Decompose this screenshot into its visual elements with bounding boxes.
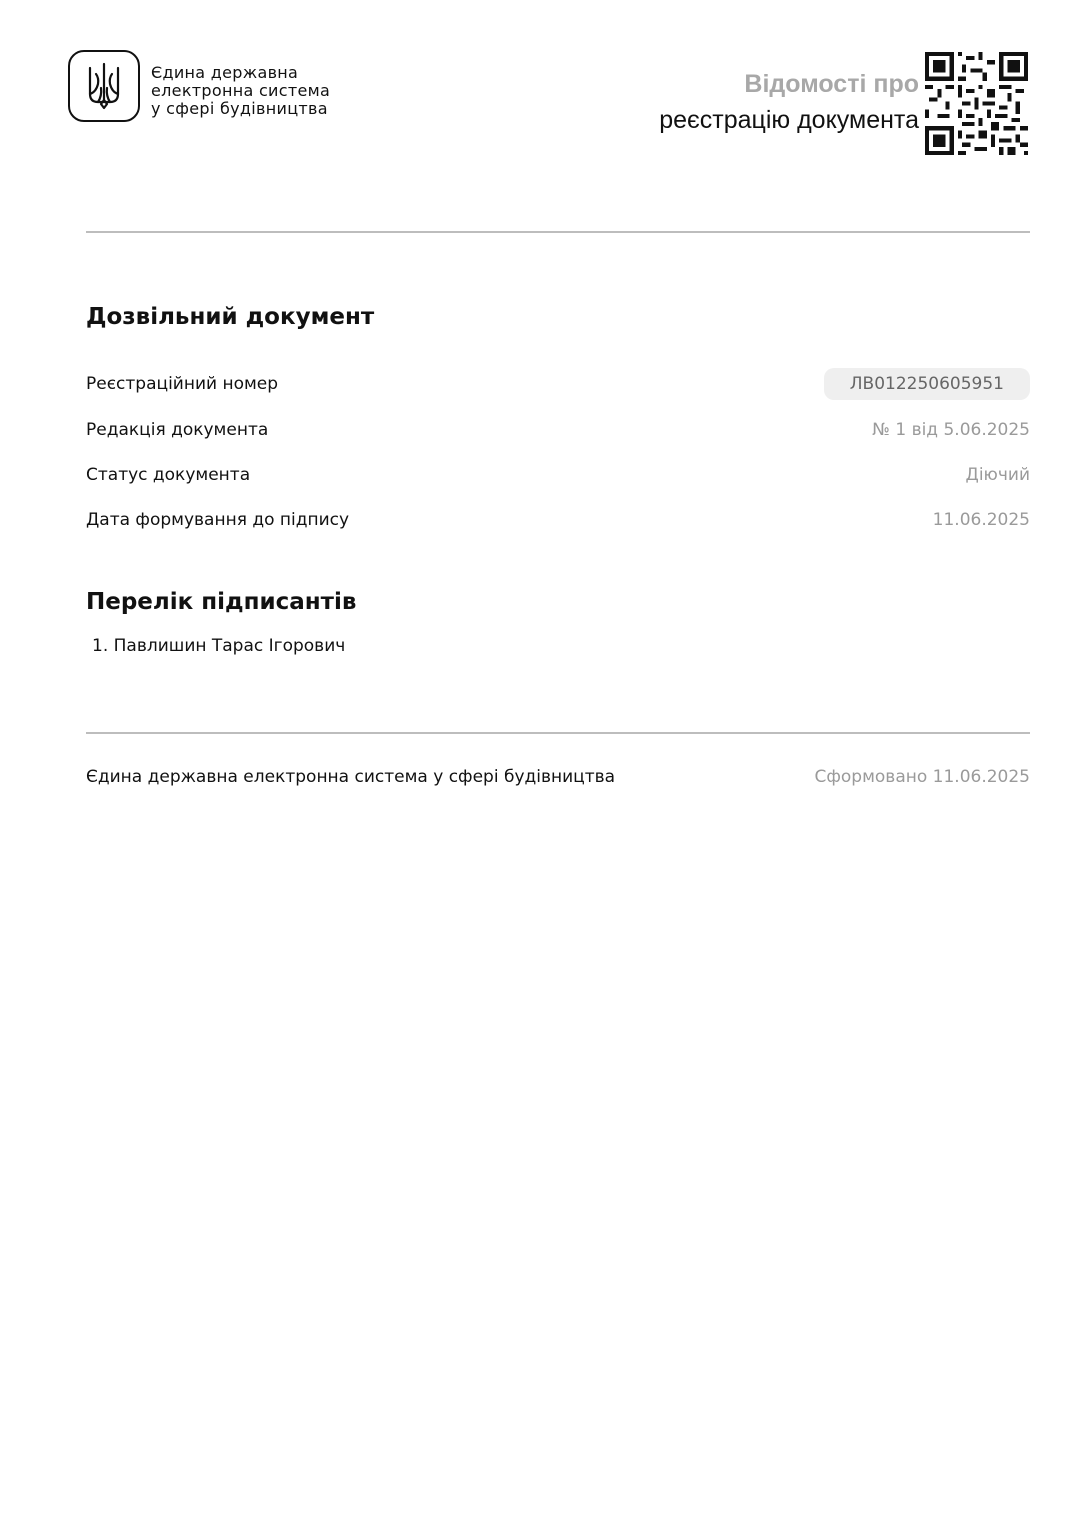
registration-number-badge: ЛВ012250605951 [824, 368, 1030, 400]
field-row [86, 369, 1030, 399]
field-label: Редакція документа [86, 420, 269, 440]
tryzub-icon [84, 60, 124, 112]
status-value: Діючий [965, 465, 1030, 485]
field-label: Реєстраційний номер [86, 374, 279, 394]
field-row [86, 460, 1030, 490]
title-line-2: реєстрацію документа [659, 106, 919, 134]
logo-line: електронна система [151, 81, 331, 100]
logo-emblem [68, 50, 140, 122]
field-row [86, 505, 1030, 535]
list-item: 1. Павлишин Тарас Ігорович [92, 636, 346, 656]
logo-line: Єдина державна [151, 63, 299, 82]
field-label: Статус документа [86, 465, 251, 485]
document-title [659, 66, 919, 138]
logo-text [151, 64, 330, 118]
field-row [86, 415, 1030, 445]
qr-code-icon [925, 52, 1028, 155]
signers-list [92, 636, 345, 656]
section-heading: Дозвільний документ [86, 304, 375, 330]
logo-line: у сфері будівництва [151, 99, 328, 118]
field-value: № 1 від 5.06.2025 [872, 420, 1030, 440]
header-divider [86, 231, 1030, 233]
footer-generated-date: Сформовано 11.06.2025 [814, 767, 1030, 787]
footer-divider [86, 732, 1030, 734]
title-line-1: Відомості про [744, 70, 919, 98]
field-value: 11.06.2025 [932, 510, 1030, 530]
field-label: Дата формування до підпису [86, 510, 350, 530]
signers-heading: Перелік підписантів [86, 589, 357, 615]
footer-system-name: Єдина державна електронна система у сфері будівництва [86, 767, 616, 787]
